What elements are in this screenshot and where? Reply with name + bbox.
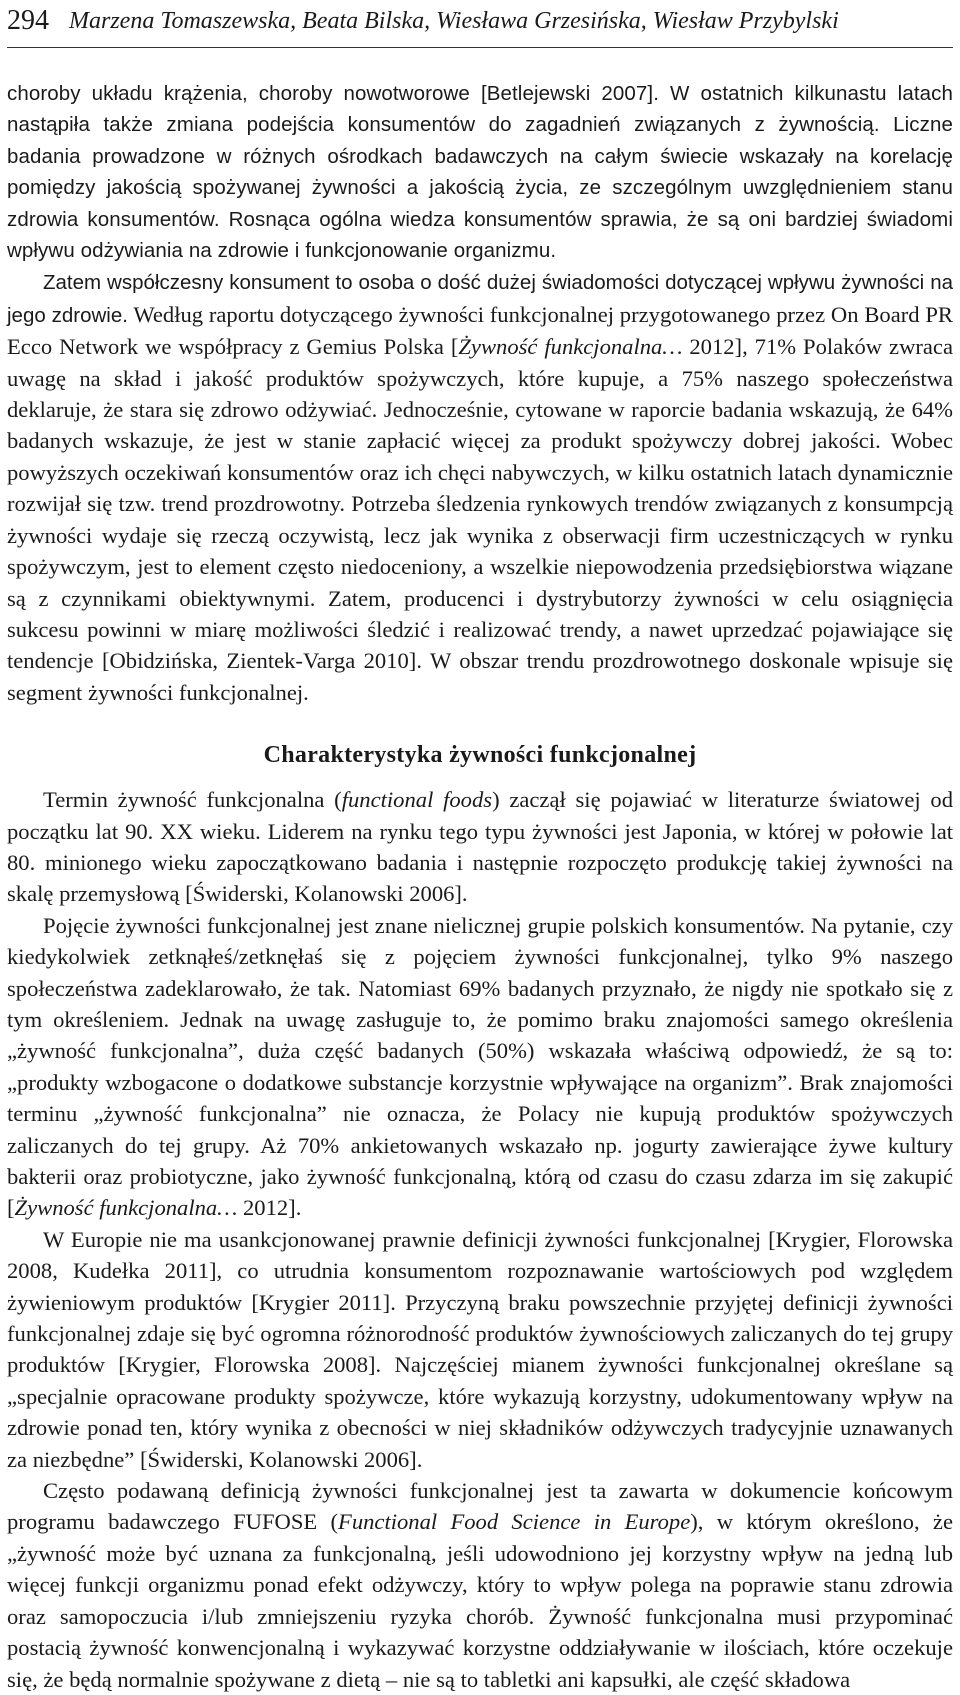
paragraph-text: Pojęcie żywności funkcjonalnej jest znane nielicznej grupie polskich konsumentów. Na pytanie, czy kiedykolwiek zetknąłeś/zetknęłaś się z pojęciem żywności funkcjonalnej, tylko 9% naszego społeczeństwa zadeklarowało, że tak. Natomiast 69% badanych przyznało, że nigdy nie spotkało się z tym określeniem. Jednak na uwagę zasługuje to, że pomimo braku znajomości samego określenia „żywność funkcjonalna”, duża część badanych (50%) wskazała właściwą odpowiedź, że są to: „produkty wzbogacone o dodatkowe substancje korzystnie wpływające na organizm”. Brak znajomości terminu „żywność funkcjonalna” nie oznacza, że Polacy nie kupują produktów spożywczych zaliczanych do tej grupy. Aż 70% ankietowanych wskazało np. jogurty zawierające żywe kultury bakterii oraz probiotyczne, jako żywność funkcjonalną, którą od czasu do czasu zdarza im się zakupić [: [7, 912, 953, 1221]
running-header: [7, 0, 953, 48]
page-number: 294: [7, 5, 49, 36]
authors-line: Marzena Tomaszewska, Beata Bilska, Wiesława Grzesińska, Wiesław Przybylski: [69, 8, 839, 34]
paragraph-text: choroby układu krążenia, choroby nowotworowe [Betlejewski 2007]. W ostatnich kilkunastu latach nastąpiła także zmiana podejścia konsumentów do zagadnień związanych z żywnością. Liczne badania prowadzone w różnych ośrodkach badawczych na całym świecie wskazały na korelację pomiędzy jakością spożywanej żywności a jakością życia, ze szczególnym uwzględnieniem stanu zdrowia konsumentów. Rosnąca ogólna wiedza konsumentów sprawia, że są oni bardziej świadomi wpływu odżywiania na zdrowie i funkcjonowanie organizmu.: [7, 82, 953, 263]
paragraph-section-3: [7, 1224, 953, 1475]
paragraph-text: ) zaczął się pojawiać w literaturze światowej od początku lat 90. XX wieku. Liderem na rynku tego typu żywności jest Japonia, w której w połowie lat 80. minionego wieku zapoczątkowano badania i następnie rozpoczęto produkcję takiej żywności na skalę przemysłową [Świderski, Kolanowski 2006].: [7, 787, 954, 907]
paragraph-text: Według raportu dotyczącego żywności funkcjonalnej przygotowanego przez On Board PR Ecco Network we współpracy z Gemius Polska [: [7, 301, 953, 360]
term-italic: Functional Food Science in Europe: [338, 1509, 691, 1535]
paragraph-text: Często podawaną definicją żywności funkcjonalnej jest ta zawarta w dokumencie końcowym programu badawczego FUFOSE (: [7, 1478, 953, 1535]
citation-italic: Żywność funkcjonalna…: [14, 1195, 238, 1221]
section-heading: Charakterystyka żywności funkcjonalnej: [263, 742, 697, 769]
paragraph-section-2: [7, 910, 953, 1224]
document-page: [7, 0, 953, 1695]
paragraph-section-1: [7, 784, 953, 910]
paragraph-text: W Europie nie ma usankcjonowanej prawnie definicji żywności funkcjonalnej [Krygier, Florowska 2008, Kudełka 2011], co utrudnia konsumentom rozpoznawanie wartościowych pod względem żywieniowym produktów [Krygier 2011]. Przyczyną braku powszechnie przyjętej definicji żywności funkcjonalnej zdaje się być ogromna różnorodność produktów żywnościowych zaliczanych do tej grupy produktów [Krygier, Florowska 2008]. Najczęściej mianem żywności funkcjonalnej określane są „specjalnie opracowane produkty spożywcze, które wykazują korzystny, udokumentowany wpływ na zdrowie ponad ten, który wynika z obecności w niej składników odżywczych tradycyjnie uznawanych za niezbędne” [Świderski, Kolanowski 2006].: [7, 1226, 953, 1472]
paragraph-intro-1: [7, 78, 953, 266]
paragraph-text-sans: Zatem współczesny konsument to osoba o dość dużej świadomości dotyczącej wpływu żywności na jego zdrowie.: [7, 271, 953, 327]
paragraph-intro-2: [7, 266, 953, 708]
paragraph-text: 2012], 71% Polaków zwraca uwagę na skład i jakość produktów spożywczych, które kupuje, a 75% naszego społeczeństwa deklaruje, że stara się zdrowo odżywiać. Jednocześnie, cytowane w raporcie badania wskazują, że 64% badanych wskazuje, że jest w stanie zapłacić więcej za produkt spożywczy dobrej jakości. Wobec powyższych oczekiwań konsumentów oraz ich chęci nabywczych, w kilku ostatnich latach dynamicznie rozwijał się tzw. trend prozdrowotny. Potrzeba śledzenia rynkowych trendów związanych z konsumpcją żywności wydaje się rzeczą oczywistą, lecz jak wynika z obserwacji firm uczestniczących w rynku spożywczym, jest to element często niedoceniony, a wszelkie niepowodzenia przedsiębiorstwa wiązane są z czynnikami obiektywnymi. Zatem, producenci i dystrybutorzy żywności w celu osiągnięcia sukcesu powinni w miarę możliwości śledzić i realizować trendy, a nawet uprzedzać pojawiające się tendencje [Obidzińska, Zientek-Varga 2010]. W obszar trendu prozdrowotnego doskonale wpisuje się segment żywności funkcjonalnej.: [7, 334, 953, 705]
paragraph-text: 2012].: [237, 1195, 302, 1221]
citation-italic: Żywność funkcjonalna…: [458, 334, 683, 360]
term-italic: functional foods: [341, 787, 493, 813]
paragraph-text: Termin żywność funkcjonalna (: [43, 787, 342, 813]
paragraph-section-4: [7, 1475, 953, 1695]
body-text: [7, 78, 953, 1695]
paragraph-text: ), w którym określono, że „żywność może być uznana za funkcjonalną, jeśli udowodniono jej korzystny wpływ na jedną lub więcej funkcji organizmu ponad efekt odżywczy, który to wpływ polega na poprawie stanu zdrowia oraz samopoczucia i/lub zmniejszeniu ryzyka chorób. Żywność funkcjonalna musi przypominać postacią żywność konwencjonalną i wykazywać korzystne oddziaływanie w ilościach, które oczekuje się, że będą normalnie spożywane z dietą – nie są to tabletki ani kapsułki, ale część składowa: [7, 1509, 953, 1692]
